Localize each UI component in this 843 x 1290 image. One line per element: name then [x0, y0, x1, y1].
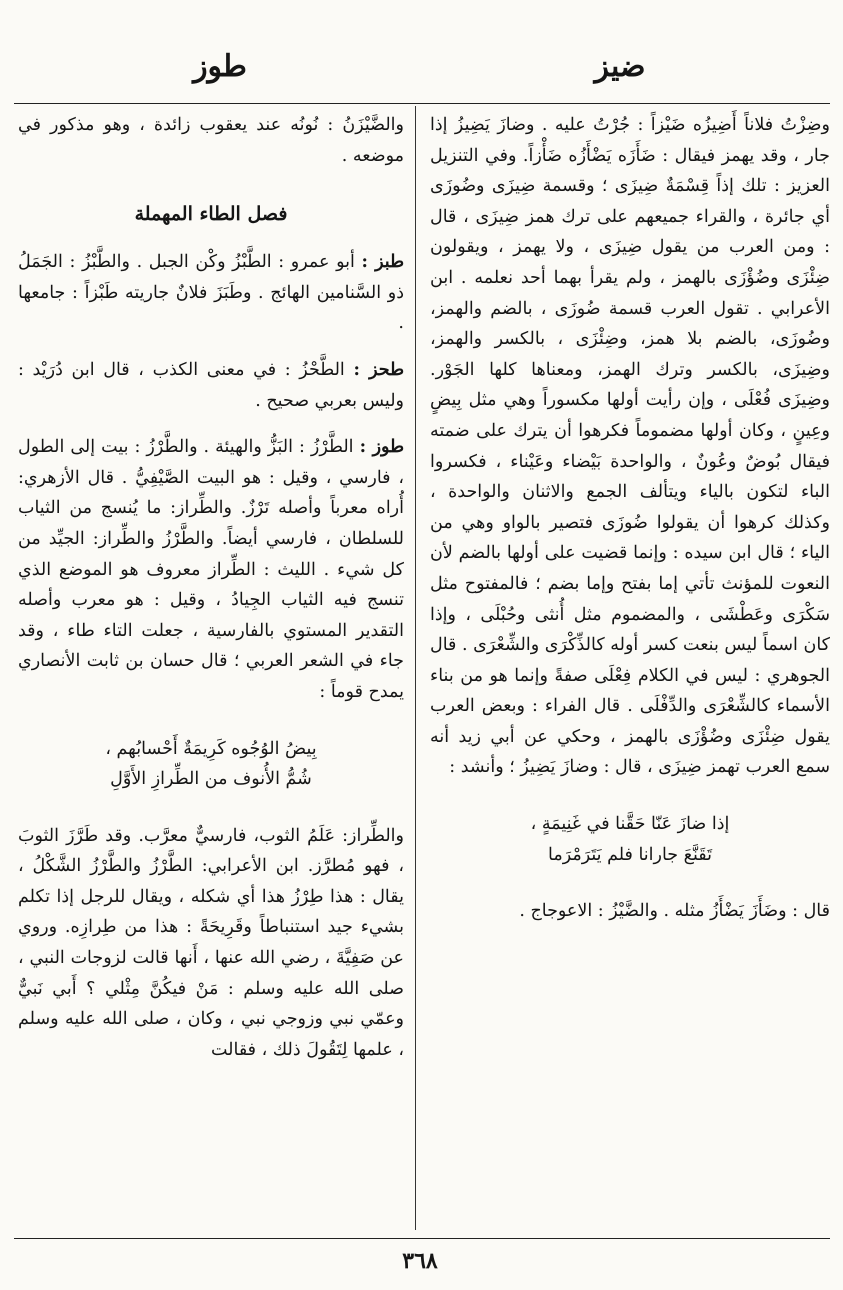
- entry-text: أبو عمرو : الطَّبْزُ وكْن الجبل . والطَّبْزُ : الجَمَلُ ذو السَّنامين الهائج . وطَبَزَ فلانٌ جاريته طَبْزاً : جامعها .: [18, 252, 404, 334]
- entry-trz: [18, 432, 404, 707]
- header-word-left: طوز: [193, 49, 247, 84]
- verse-line: إذا ضازَ عَنّا حَقَّنا في غَنِيمَةٍ ،: [530, 814, 730, 835]
- column-divider: [415, 106, 416, 1230]
- header-word-right: ضيز: [594, 49, 646, 84]
- left-column: [18, 110, 404, 1230]
- entry-tbz: [18, 247, 404, 339]
- left-column-paragraph: والطِّراز: عَلَمُ الثوب، فارسيٌّ معرَّب. وقد طَرَّزَ الثوبَ ، فهو مُطرَّز. ابن الأعرابي: الطَّرْزُ والطَّرْزُ الشَّكْلُ ، يقال : هذا طِرْزُ هذا أي شكله ، ويقال للرجل إذا تكلم بشيء جيد استنباطاً وقَرِيحَةً : هذا من طِرازِه. وروي عن صَفِيَّةَ ، رضي الله عنها ، أَنها قالت لزوجات النبي ، صلى الله عليه وسلم : مَنْ فيكُنَّ مِثْلي ؟ أَبي نَبيٌّ وعمّي نبي وزوجي نبي ، وكان ، صلى الله عليه وسلم ، علمها لِتَقُولَ ذلك ، فقالت: [18, 825, 404, 1060]
- bottom-rule: [14, 1238, 830, 1239]
- right-column: [430, 110, 830, 1230]
- entry-text: الطَّحْزُ : في معنى الكذب ، قال ابن دُرَيْد : وليس بعربي صحيح .: [18, 359, 404, 411]
- entry-thz: [18, 355, 404, 416]
- right-column-paragraph: وضِزْتُ فلاناً أَضِيزُه ضَيْزاً : جُرْتُ عليه . وضازَ يَضِيزُ إذا جار ، وقد يهمز فيقال : ضَأَزَه يَضْأَزُه ضَأْزاً. وفي التنزيل العزيز : تلك إذاً قِسْمَةٌ ضِيزَى ؛ وقسمة ضِيزَى وضُوزَى أي جائرة ، والقراء جميعهم على ترك همز ضِيزَى ، قال : ومن العرب من يقول ضِيزَى ، ولا يهمز ، ويقولون ضِئْزَى وضُؤْزَى بالهمز ، ولم يقرأ بهما أحد نعلمه . ابن الأعرابي . تقول العرب قسمة ضُوزَى ، بالضم والهمز، وضُوزَى، بالضم بلا همز، وضِئْزَى ، بالكسر والهمز، وضِيزَى، بالكسر وترك الهمز، ومعناها كلها الجَوْر. وضِيزَى فُعْلَى ، وإن رأيت أولها مكسوراً وهي مثل بِيضٍ وعِينٍ ، وكان أولها مضموماً فكرهوا أن يترك على ضمته فيقال بُوضٌ وعُونٌ ، والواحدة بَيْضاء وعَيْناء ، فكسروا الباء لتكون بالياء ويتألف الجمع والاثنان والواحدة ، وكذلك كرهوا أن يقولوا ضُوزَى فتصير بالواو وهي من الياء ؛ قال ابن سيده : وإنما قضيت على أولها بالضم لأن النعوت للمؤنث تأتي إما بفتح وإما بضم ؛ فالمفتوح مثل سَكْرَى وعَطْشَى ، والمضموم مثل أُنثى وحُبْلَى ، وإذا كان اسماً ليس بنعت كسر أوله كالذِّكْرَى والشِّعْرَى . قال الجوهري : ليس في الكلام فِعْلَى صفةً وإنما هو من بناء الأسماء كالشِّعْرَى والدِّفْلَى . قال الفراء : وبعض العرب يقول ضِئْزَى وضُؤْزَى بالهمز ، وحكي عن أبي زيد أنه سمع العرب تهمز ضِيزَى ، قال : وضازَ يَضِيزُ ؛ وأنشد :: [430, 115, 830, 778]
- left-column-intro: والضَّيْزَنُ : نُونُه عند يعقوب زائدة ، وهو مذكور في موضعه .: [18, 115, 404, 166]
- section-title: فصل الطاء المهملة: [134, 203, 288, 226]
- verse-line: تَقَنَّعَ جارانا فلم يَتَرَمْرَما: [547, 844, 713, 865]
- headword: طحز :: [353, 359, 404, 380]
- top-rule: [14, 103, 830, 104]
- headword: طبز :: [361, 252, 404, 273]
- verse-line: بِيضُ الوُجُوه كَرِيمَةٌ أَحْسابُهم ،: [105, 738, 317, 759]
- right-column-paragraph: قال : وضَأَزَ يَضْأَزُ مثله . والضَّيْزُ : الاعوجاج .: [519, 901, 830, 922]
- verse-line: شُمُّ الأُنوف من الطِّرازِ الأَوَّلِ: [110, 769, 312, 790]
- page-number: ٣٦٨: [402, 1248, 438, 1274]
- headword: طوز :: [359, 437, 404, 458]
- entry-text: الطَّرْزُ : البَزُّ والهيئة . والطَّرْزُ : بيت إلى الطول ، فارسي ، وقيل : هو البيت الصَّيْفِيُّ . قال الأزهري: أُراه معرباً وأصله تَرْزٌ. والطِّراز: ما يُنسج من الثياب للسلطان ، فارسي أيضاً. والطَّرْزُ والطِّراز: الجيِّد من كل شيء . الليث : الطِّراز معروف هو الموضع الذي تنسج فيه الثياب الجِيادُ ، وقيل : هو معرب وأصله التقدير المستوي بالفارسية ، جعلت التاء طاء ، وقد جاء في الشعر العربي ؛ قال حسان بن ثابت الأنصاري يمدح قوماً :: [18, 437, 404, 702]
